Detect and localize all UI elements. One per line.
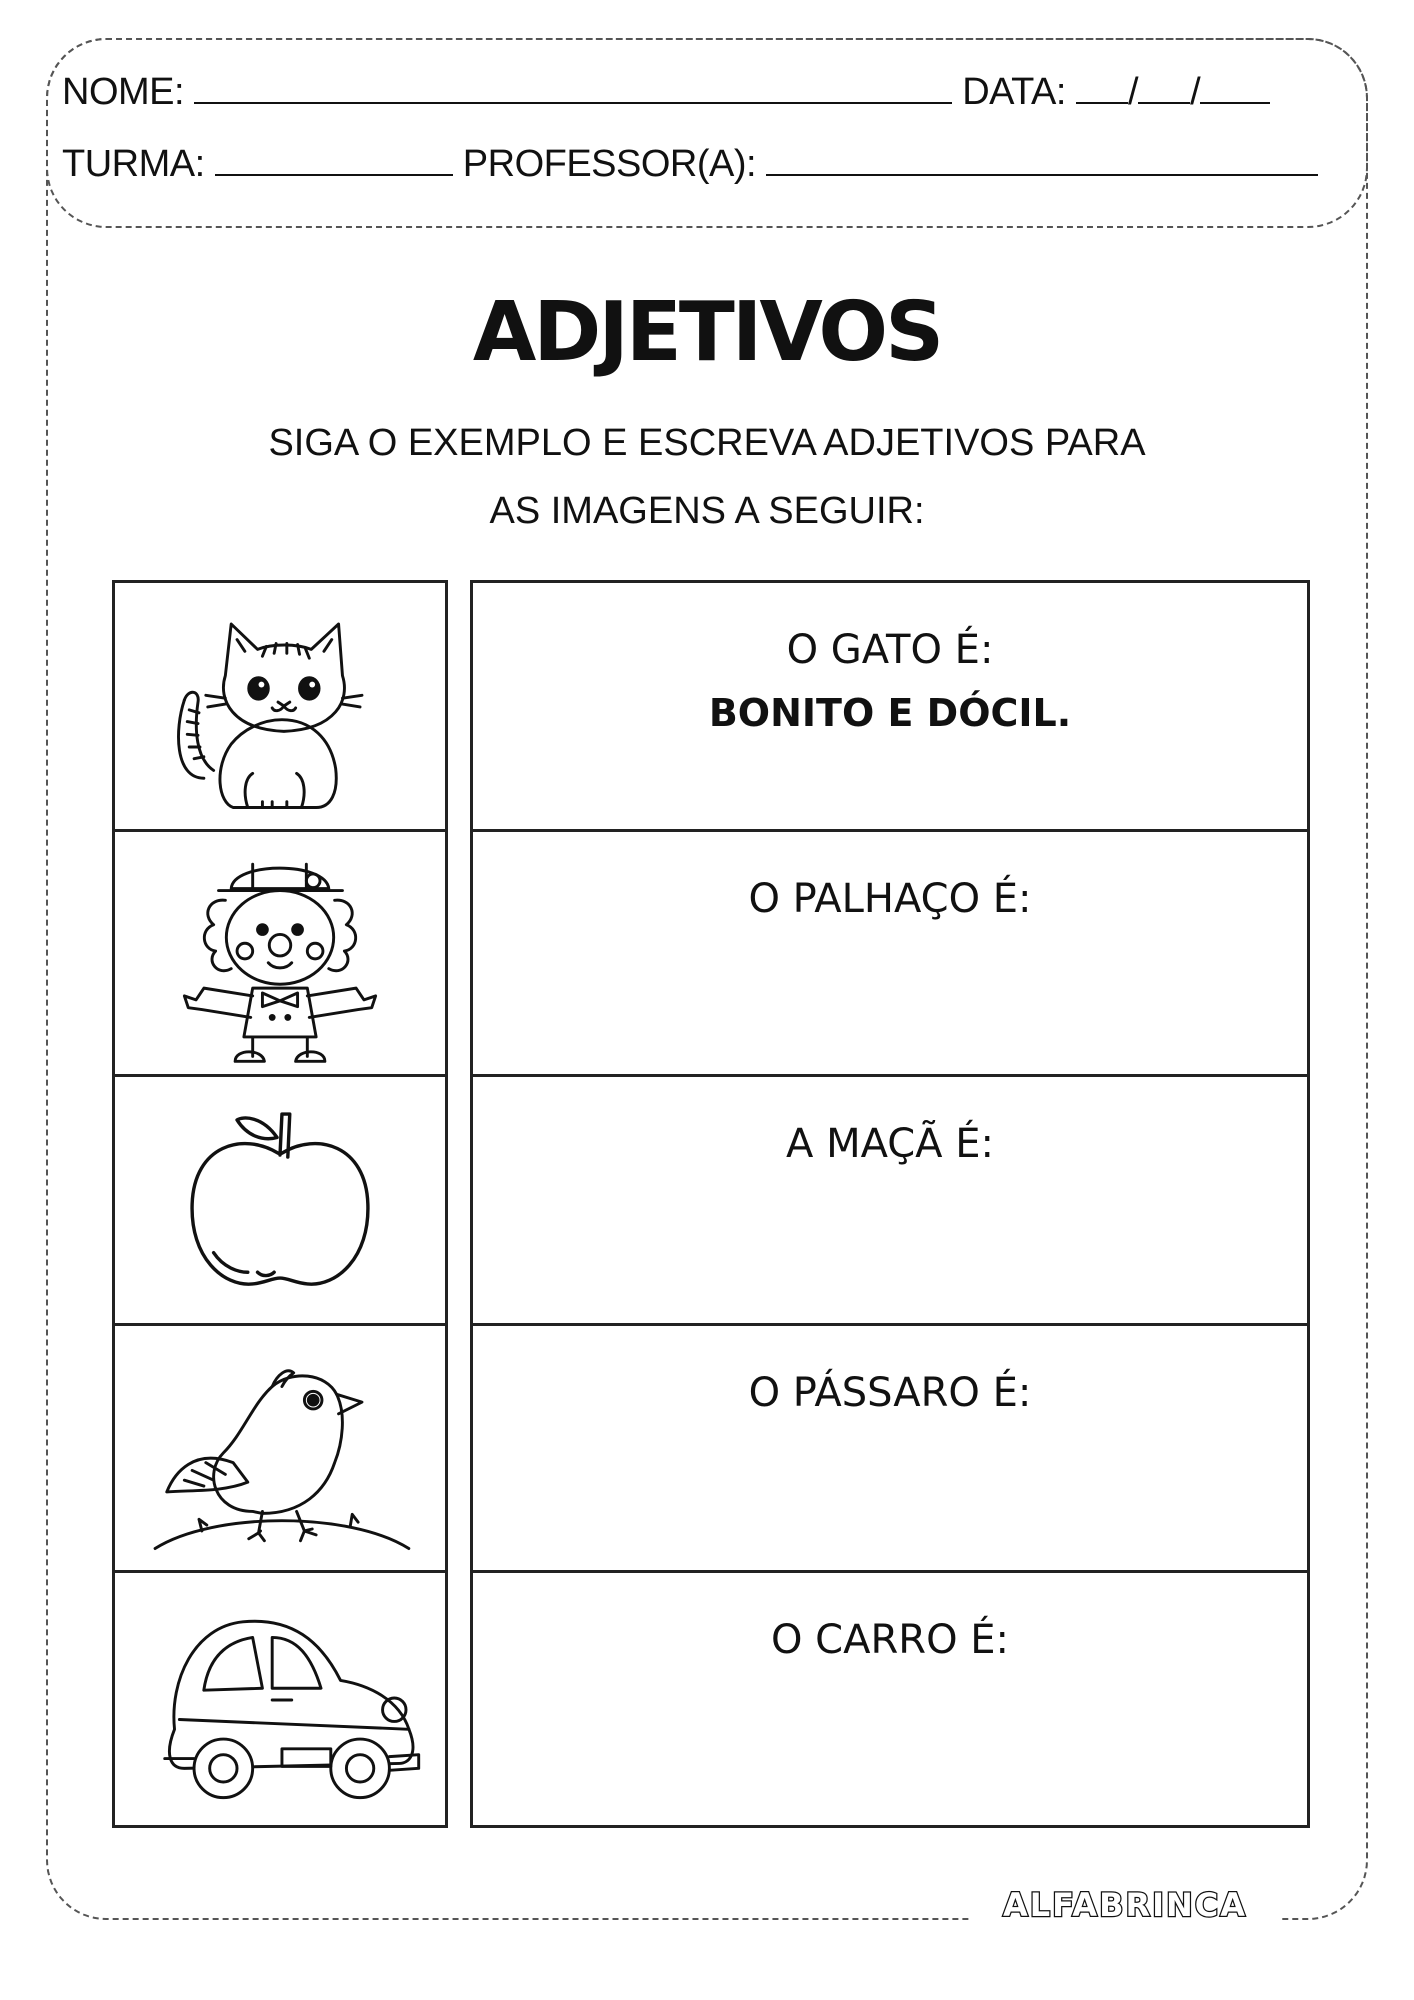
header-box: [46, 38, 1368, 228]
professor-field[interactable]: [766, 142, 1318, 176]
data-year-field[interactable]: [1200, 70, 1270, 104]
instruction-line-1: SIGA O EXEMPLO E ESCREVA ADJETIVOS PARA: [268, 422, 1146, 464]
turma-field[interactable]: [215, 142, 453, 176]
image-cell-car: [112, 1570, 448, 1828]
instruction-line-2: AS IMAGENS A SEGUIR:: [489, 490, 925, 532]
data-month-field[interactable]: [1138, 70, 1190, 104]
data-day-field[interactable]: [1076, 70, 1128, 104]
image-cell-bird: [112, 1323, 448, 1573]
prompt-text-bird: O PÁSSARO É:: [748, 1370, 1032, 1416]
prompt-text-apple: A MAÇÃ É:: [785, 1121, 994, 1167]
answer-cell-cat[interactable]: [470, 580, 1310, 832]
answer-text-cat: BONITO E DÓCIL.: [708, 691, 1072, 735]
data-sep-1: /: [1128, 71, 1139, 113]
page-title: ADJETIVOS: [472, 285, 942, 380]
alfabrinca-logo: [970, 1880, 1280, 1928]
header-line-2: [62, 142, 1318, 186]
apple-icon: [115, 1077, 445, 1323]
bird-icon: [115, 1326, 445, 1570]
header-line-1: [62, 70, 1270, 114]
data-sep-2: /: [1190, 71, 1201, 113]
answer-cell-clown[interactable]: [470, 829, 1310, 1077]
answer-cell-apple[interactable]: [470, 1074, 1310, 1326]
data-label: DATA:: [962, 71, 1066, 113]
image-cell-clown: [112, 829, 448, 1077]
cat-icon: [115, 583, 445, 829]
image-cell-apple: [112, 1074, 448, 1326]
answer-cell-car[interactable]: [470, 1570, 1310, 1828]
nome-field[interactable]: [194, 70, 952, 104]
turma-label: TURMA:: [62, 143, 205, 185]
answer-cell-bird[interactable]: [470, 1323, 1310, 1573]
car-icon: [115, 1573, 445, 1825]
image-cell-cat: [112, 580, 448, 832]
prompt-text-car: O CARRO É:: [770, 1617, 1010, 1663]
prompt-text-clown: O PALHAÇO É:: [748, 876, 1032, 922]
clown-icon: [115, 832, 445, 1074]
prompt-text-cat: O GATO É:: [786, 627, 994, 673]
professor-label: PROFESSOR(A):: [462, 143, 757, 185]
logo-text: ALFABRINCA: [1002, 1886, 1248, 1924]
nome-label: NOME:: [62, 71, 185, 113]
